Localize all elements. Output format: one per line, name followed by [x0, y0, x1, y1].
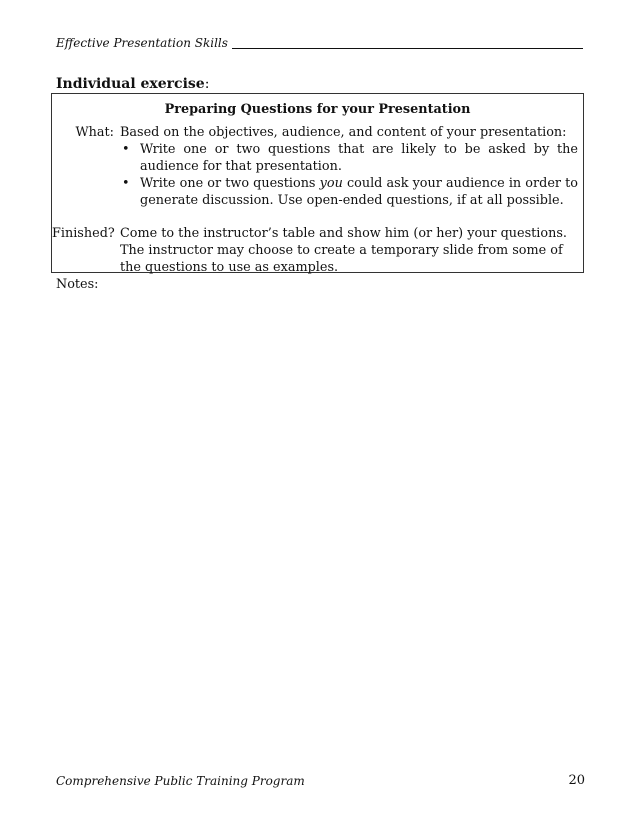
exercise-box — [51, 93, 584, 273]
what-intro: Based on the objectives, audience, and content of your presentation: — [120, 125, 567, 140]
header-title: Effective Presentation Skills — [56, 36, 228, 50]
page-number: 20 — [568, 773, 585, 788]
finished-label: Finished? — [52, 226, 115, 241]
section-label — [56, 75, 209, 93]
bullet-item — [120, 175, 578, 209]
footer-title: Comprehensive Public Training Program — [56, 774, 305, 788]
bullet-icon: • — [122, 176, 130, 191]
section-label-text: Individual exercise — [56, 76, 205, 92]
page-header — [56, 33, 583, 51]
bullet-text-before: Write one or two questions — [140, 176, 320, 191]
what-content — [120, 124, 578, 209]
bullet-text-after: could ask your audience in order to generate discussion. Use open-ended questions, if at all possible. — [140, 176, 578, 208]
bullet-text: Write one or two questions that are likely to be asked by the audience for that presentation. — [140, 142, 578, 174]
bullet-emphasis: you — [319, 176, 343, 191]
notes-label: Notes: — [56, 277, 99, 292]
what-label: What: — [75, 125, 114, 140]
section-label-colon: : — [204, 76, 210, 92]
exercise-title: Preparing Questions for your Presentation — [164, 102, 471, 117]
finished-text: Come to the instructor’s table and show him (or her) your questions. The instructor may choose to create a temporary slide from some of the questions to use as examples. — [120, 226, 567, 275]
bullet-item — [120, 141, 578, 175]
header-rule — [232, 48, 583, 49]
bullet-icon: • — [122, 142, 130, 157]
what-bullet-list — [120, 141, 578, 209]
